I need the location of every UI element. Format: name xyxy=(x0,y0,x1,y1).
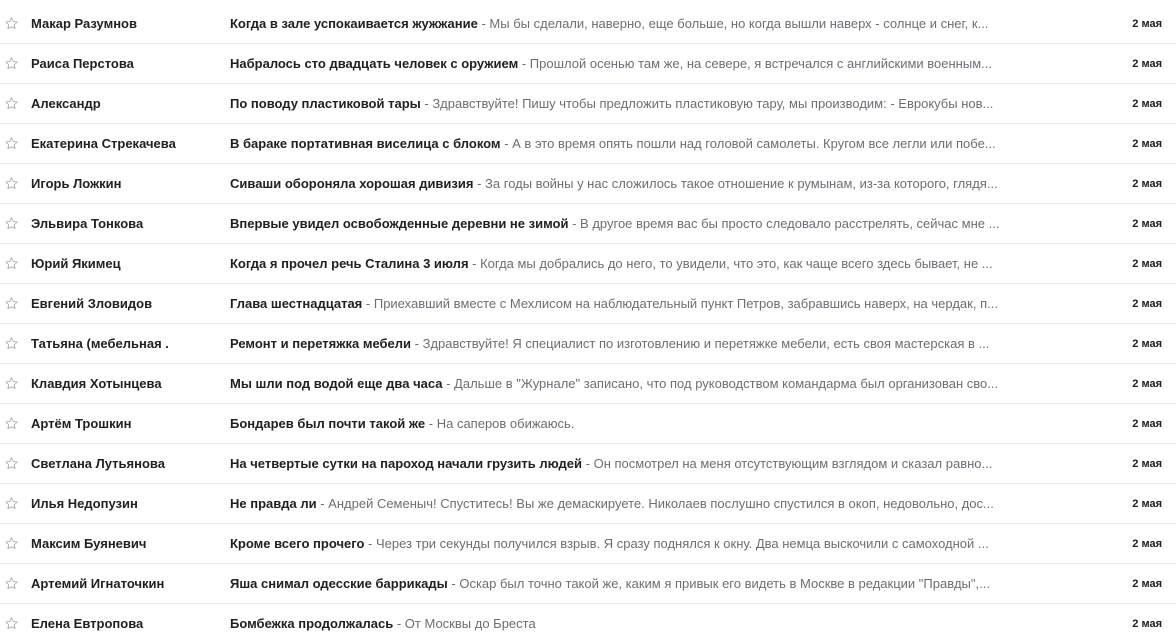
email-row[interactable] xyxy=(0,484,1176,524)
email-date: 2 мая xyxy=(1132,137,1162,150)
subject-snippet-separator: - xyxy=(396,616,405,631)
star-outline-icon[interactable] xyxy=(3,536,19,552)
email-subject: Ремонт и перетяжка мебели xyxy=(230,336,412,351)
email-row[interactable] xyxy=(0,404,1176,444)
subject-snippet-separator: - xyxy=(320,496,329,511)
star-outline-icon[interactable] xyxy=(3,256,19,272)
email-content xyxy=(230,136,1070,151)
email-date: 2 мая xyxy=(1132,217,1162,230)
subject-snippet-separator: - xyxy=(414,336,423,351)
email-subject: Яша снимал одесские баррикады xyxy=(230,576,448,591)
subject-snippet-separator: - xyxy=(424,96,433,111)
email-date: 2 мая xyxy=(1132,97,1162,110)
email-date: 2 мая xyxy=(1132,497,1162,510)
email-sender: Екатерина Стрекачева xyxy=(31,136,176,151)
email-snippet: Он посмотрел на меня отсутствующим взглядом и сказал равно... xyxy=(593,456,993,471)
email-snippet: В другое время вас бы просто следовало расстрелять, сейчас мне ... xyxy=(580,216,1000,231)
email-subject: Сиваши обороняла хорошая дивизия xyxy=(230,176,474,191)
email-date: 2 мая xyxy=(1132,257,1162,270)
email-date: 2 мая xyxy=(1132,297,1162,310)
email-sender: Евгений Зловидов xyxy=(31,296,153,311)
email-content xyxy=(230,216,1070,231)
star-outline-icon[interactable] xyxy=(3,496,19,512)
email-sender: Эльвира Тонкова xyxy=(31,216,144,231)
star-outline-icon[interactable] xyxy=(3,456,19,472)
email-date: 2 мая xyxy=(1132,377,1162,390)
email-sender: Юрий Якимец xyxy=(31,256,121,271)
email-content xyxy=(230,96,1070,111)
email-row[interactable] xyxy=(0,444,1176,484)
email-snippet: Андрей Семеныч! Спуститесь! Вы же демаскируете. Николаев послушно спустился в окоп, недовольно, дос... xyxy=(328,496,994,511)
email-snippet: Здравствуйте! Пишу чтобы предложить пластиковую тару, мы производим: - Еврокубы нов... xyxy=(432,96,994,111)
email-sender: Татьяна (мебельная . xyxy=(31,336,169,351)
star-outline-icon[interactable] xyxy=(3,376,19,392)
star-outline-icon[interactable] xyxy=(3,576,19,592)
email-snippet: Мы бы сделали, наверно, еще больше, но когда вышли наверх - солнце и снег, к... xyxy=(489,16,989,31)
email-content xyxy=(230,456,1070,471)
email-subject: В бараке портативная виселица с блоком xyxy=(230,136,501,151)
email-content xyxy=(230,336,1070,351)
star-outline-icon[interactable] xyxy=(3,336,19,352)
star-outline-icon[interactable] xyxy=(3,56,19,72)
email-snippet: А в это время опять пошли над головой самолеты. Кругом все легли или побе... xyxy=(512,136,996,151)
email-snippet: За годы войны у нас сложилось такое отношение к румынам, из-за которого, глядя... xyxy=(485,176,998,191)
email-snippet: Прошлой осенью там же, на севере, я встречался с английскими военным... xyxy=(529,56,992,71)
email-snippet: Когда мы добрались до него, то увидели, что это, как чаще всего здесь бывает, не ... xyxy=(480,256,993,271)
email-sender: Светлана Лутьянова xyxy=(31,456,165,471)
email-content xyxy=(230,416,1070,431)
email-sender: Александр xyxy=(31,96,101,111)
email-snippet: Оскар был точно такой же, каким я привык его видеть в Москве в редакции "Правды",... xyxy=(459,576,990,591)
email-row[interactable] xyxy=(0,244,1176,284)
subject-snippet-separator: - xyxy=(451,576,460,591)
email-sender: Макар Разумнов xyxy=(31,16,137,31)
email-content xyxy=(230,376,1070,391)
subject-snippet-separator: - xyxy=(368,536,376,551)
subject-snippet-separator: - xyxy=(428,416,437,431)
email-snippet: От Москвы до Бреста xyxy=(404,616,536,631)
email-row[interactable] xyxy=(0,564,1176,604)
star-outline-icon[interactable] xyxy=(3,296,19,312)
subject-snippet-separator: - xyxy=(572,216,581,231)
email-date: 2 мая xyxy=(1132,57,1162,70)
subject-snippet-separator: - xyxy=(481,16,490,31)
email-row[interactable] xyxy=(0,524,1176,564)
email-row[interactable] xyxy=(0,604,1176,638)
subject-snippet-separator: - xyxy=(521,56,530,71)
email-sender: Клавдия Хотынцева xyxy=(31,376,162,391)
email-content xyxy=(230,176,1070,191)
email-date: 2 мая xyxy=(1132,577,1162,590)
email-content xyxy=(230,56,1070,71)
email-row[interactable] xyxy=(0,84,1176,124)
email-row[interactable] xyxy=(0,324,1176,364)
subject-snippet-separator: - xyxy=(504,136,513,151)
email-subject: По поводу пластиковой тары xyxy=(230,96,421,111)
email-subject: Бондарев был почти такой же xyxy=(230,416,426,431)
email-sender: Максим Буяневич xyxy=(31,536,147,551)
subject-snippet-separator: - xyxy=(472,256,481,271)
subject-snippet-separator: - xyxy=(585,456,594,471)
email-row[interactable] xyxy=(0,44,1176,84)
email-subject: Когда я прочел речь Сталина 3 июля xyxy=(230,256,469,271)
email-subject: Кроме всего прочего xyxy=(230,536,365,551)
star-outline-icon[interactable] xyxy=(3,216,19,232)
email-sender: Артемий Игнаточкин xyxy=(31,576,165,591)
email-date: 2 мая xyxy=(1132,17,1162,30)
email-subject: Бомбежка продолжалась xyxy=(230,616,394,631)
email-sender: Раиса Перстова xyxy=(31,56,134,71)
email-row[interactable] xyxy=(0,364,1176,404)
email-content xyxy=(230,576,1070,591)
star-outline-icon[interactable] xyxy=(3,16,19,32)
star-outline-icon[interactable] xyxy=(3,176,19,192)
email-content xyxy=(230,16,1070,31)
email-sender: Илья Недопузин xyxy=(31,496,138,511)
star-outline-icon[interactable] xyxy=(3,416,19,432)
email-subject: Мы шли под водой еще два часа xyxy=(230,376,443,391)
email-subject: Набралось сто двадцать человек с оружием xyxy=(230,56,519,71)
email-snippet: На саперов обижаюсь. xyxy=(436,416,575,431)
email-date: 2 мая xyxy=(1132,537,1162,550)
email-content xyxy=(230,616,1070,631)
email-row[interactable] xyxy=(0,4,1176,44)
subject-snippet-separator: - xyxy=(477,176,486,191)
email-sender: Елена Евтропова xyxy=(31,616,144,631)
email-row[interactable] xyxy=(0,284,1176,324)
email-content xyxy=(230,496,1070,511)
email-row[interactable] xyxy=(0,204,1176,244)
email-date: 2 мая xyxy=(1132,177,1162,190)
email-snippet: Дальше в "Журнале" записано, что под руководством командарма был организован сво... xyxy=(454,376,999,391)
email-date: 2 мая xyxy=(1132,617,1162,630)
email-subject: Глава шестнадцатая xyxy=(230,296,363,311)
email-content xyxy=(230,256,1070,271)
subject-snippet-separator: - xyxy=(365,296,374,311)
email-snippet: Здравствуйте! Я специалист по изготовлению и перетяжке мебели, есть своя мастерская в ... xyxy=(422,336,990,351)
email-date: 2 мая xyxy=(1132,417,1162,430)
email-subject: Когда в зале успокаивается жужжание xyxy=(230,16,478,31)
subject-snippet-separator: - xyxy=(446,376,455,391)
star-outline-icon[interactable] xyxy=(3,616,19,632)
email-date: 2 мая xyxy=(1132,337,1162,350)
star-outline-icon[interactable] xyxy=(3,96,19,112)
email-subject: Не правда ли xyxy=(230,496,317,511)
email-content xyxy=(230,296,1070,311)
email-content xyxy=(230,536,1070,551)
email-snippet: Приехавший вместе с Мехлисом на наблюдательный пункт Петров, забравшись наверх, на чердак, п... xyxy=(373,296,998,311)
email-sender: Игорь Ложкин xyxy=(31,176,122,191)
email-row[interactable] xyxy=(0,124,1176,164)
email-subject: Впервые увидел освобожденные деревни не зимой xyxy=(230,216,569,231)
star-outline-icon[interactable] xyxy=(3,136,19,152)
email-row[interactable] xyxy=(0,164,1176,204)
email-snippet: Через три секунды получился взрыв. Я сразу поднялся к окну. Два немца выскочили с самоходной ... xyxy=(375,536,989,551)
email-sender: Артём Трошкин xyxy=(31,416,132,431)
email-subject: На четвертые сутки на пароход начали грузить людей xyxy=(230,456,583,471)
email-date: 2 мая xyxy=(1132,457,1162,470)
